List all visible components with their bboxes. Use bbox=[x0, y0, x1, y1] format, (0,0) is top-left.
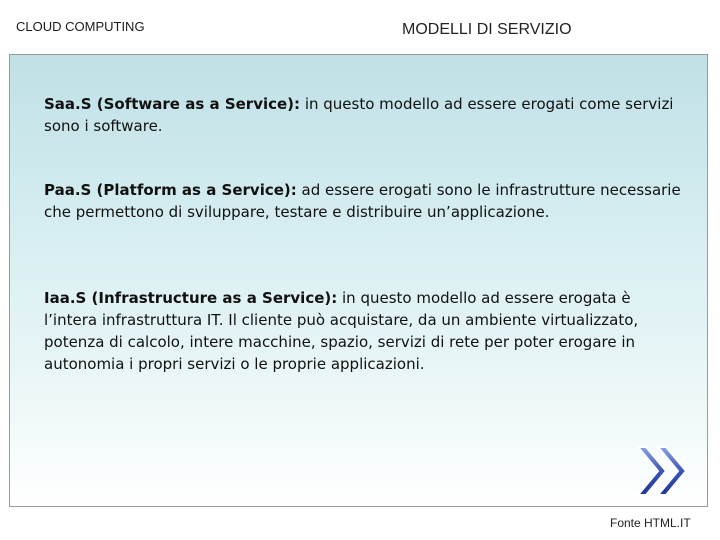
paragraph-saas bbox=[44, 93, 684, 137]
paragraph-paas bbox=[44, 179, 684, 223]
next-slide-icon[interactable] bbox=[632, 443, 692, 499]
double-chevron-right-icon bbox=[632, 443, 692, 499]
page-title: MODELLI DI SERVIZIO bbox=[402, 21, 572, 38]
text-paas: ad essere erogati sono le infrastrutture necessarie che permettono di sviluppare, testare e distribuire un’applicazione. bbox=[44, 181, 681, 221]
text-iaas: in questo modello ad essere erogata è l’intera infrastruttura IT. Il cliente può acquistare, da un ambiente virtualizzato, potenza di calcolo, intere macchine, spazio, servizi di rete per poter erogare in autonomia i propri servizi o le proprie applicazioni. bbox=[44, 289, 639, 373]
term-saas: Saa.S (Software as a Service): bbox=[44, 95, 301, 113]
content-panel bbox=[9, 54, 708, 507]
text-saas: in questo modello ad essere erogati come servizi sono i software. bbox=[44, 95, 674, 135]
paragraph-iaas bbox=[44, 287, 684, 375]
source-credit: Fonte HTML.IT bbox=[610, 516, 691, 530]
term-paas: Paa.S (Platform as a Service): bbox=[44, 181, 297, 199]
header-course-label: CLOUD COMPUTING bbox=[16, 19, 145, 34]
term-iaas: Iaa.S (Infrastructure as a Service): bbox=[44, 289, 338, 307]
